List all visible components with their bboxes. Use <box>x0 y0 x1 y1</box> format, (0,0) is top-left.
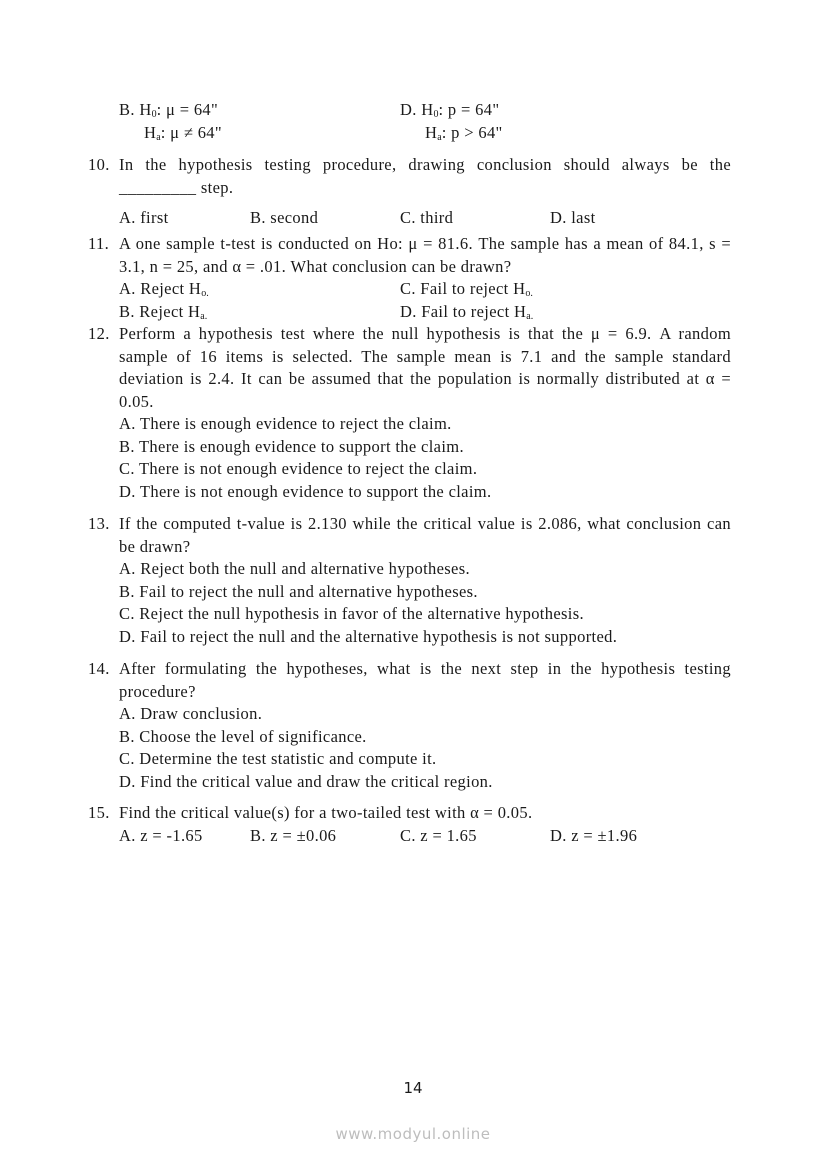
question-stem: After formulating the hypotheses, what is the next step in the hypothesis testing procedure? <box>119 659 731 701</box>
option-b: B. There is enough evidence to support the claim. <box>119 436 464 456</box>
option-c: C. z = 1.65 <box>400 825 477 845</box>
option-d: D. There is not enough evidence to support the claim. <box>119 481 492 501</box>
question-stem: Perform a hypothesis test where the null hypothesis is that the μ = 6.9. A random sample of 16 items is selected. The sample mean is 7.1 and the sample standard deviation is 2.4. It can be assumed that the population is normally distributed at α = 0.05. <box>119 324 731 411</box>
question-number: 12. <box>88 324 110 343</box>
option-c: C. Reject the null hypothesis in favor of the alternative hypothesis. <box>119 604 584 623</box>
option-d: D. last <box>550 207 596 227</box>
question-13 <box>88 513 731 648</box>
option-d-h0: D. $H_0$: p = 64" <box>400 100 500 120</box>
question-stem: A one sample t-test is conducted on Ho: μ = 81.6. The sample has a mean of 84.1, s = 3.1, n = 25, and α = .01. What conclusion can be drawn? <box>119 234 731 276</box>
option-a: A. Draw conclusion. <box>119 704 263 723</box>
option-b: B. Reject $H_{a.}$ <box>119 301 208 322</box>
option-a: A. z = -1.65 <box>119 825 203 845</box>
option-b: B. second <box>250 207 319 227</box>
option-d: D. Find the critical value and draw the critical region. <box>119 771 493 791</box>
page-number: 14 <box>403 1079 423 1097</box>
option-c: C. There is not enough evidence to reject the claim. <box>119 459 478 478</box>
option-a: A. Reject both the null and alternative hypotheses. <box>119 559 470 578</box>
option-d-ha: $H_a$: p > 64" <box>425 122 503 143</box>
option-a: A. There is enough evidence to reject the claim. <box>119 414 452 433</box>
question-10 <box>88 154 731 229</box>
option-d: D. Fail to reject the null and the alternative hypothesis is not supported. <box>119 626 618 646</box>
option-b-h0: B. $H_0$: μ = 64" <box>119 100 219 120</box>
option-b: B. Fail to reject the null and alternative hypotheses. <box>119 581 478 601</box>
question-12 <box>88 323 731 503</box>
option-b-ha: $H_a$: μ ≠ 64" <box>144 122 222 143</box>
option-d: D. Fail to reject $H_{a.}$ <box>400 301 534 322</box>
option-c: C. Fail to reject $H_{o.}$ <box>400 279 533 299</box>
question-stem: In the hypothesis testing procedure, drawing conclusion should always be the _________ step. <box>119 155 731 197</box>
option-c: C. Determine the test statistic and compute it. <box>119 749 437 768</box>
option-a: A. first <box>119 207 169 227</box>
option-c: C. third <box>400 207 454 227</box>
option-a: A. Reject $H_{o.}$ <box>119 279 209 299</box>
question-number: 11. <box>88 234 110 253</box>
question-stem: If the computed t-value is 2.130 while the critical value is 2.086, what conclusion can be drawn? <box>119 514 731 556</box>
question-9-options <box>88 99 731 144</box>
option-b: B. z = ±0.06 <box>250 825 337 845</box>
option-b: B. Choose the level of significance. <box>119 726 367 746</box>
question-15 <box>88 802 731 847</box>
option-d: D. z = ±1.96 <box>550 825 638 845</box>
question-number: 14. <box>88 659 110 678</box>
question-number: 10. <box>88 155 110 174</box>
watermark: www.modyul.online <box>335 1125 491 1143</box>
question-14 <box>88 658 731 793</box>
question-number: 15. <box>88 803 110 822</box>
question-number: 13. <box>88 514 110 533</box>
question-stem: Find the critical value(s) for a two-tailed test with α = 0.05. <box>119 803 533 822</box>
question-11 <box>88 233 731 323</box>
